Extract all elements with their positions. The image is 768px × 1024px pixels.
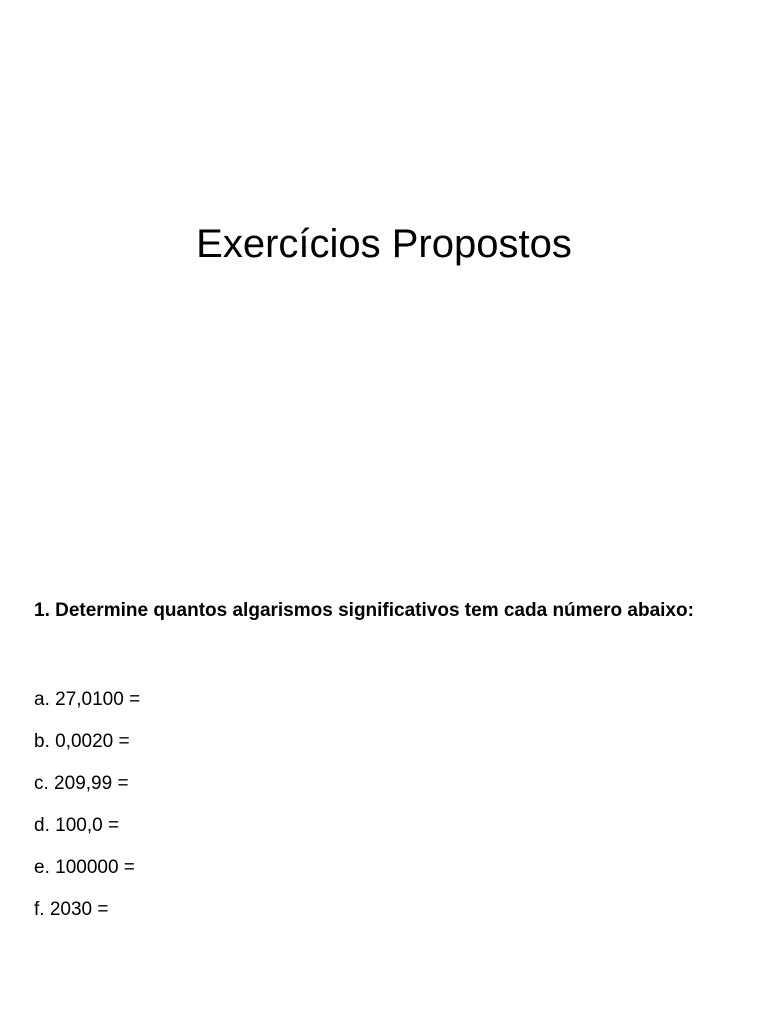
page-title: Exercícios Propostos — [196, 222, 572, 266]
list-item: b. 0,0020 = — [34, 731, 130, 752]
list-item: a. 27,0100 = — [34, 689, 141, 710]
list-item: d. 100,0 = — [34, 815, 120, 836]
list-item: f. 2030 = — [34, 899, 109, 920]
question-text: 1. Determine quantos algarismos significativos tem cada número abaixo: — [34, 600, 694, 621]
list-item: c. 209,99 = — [34, 773, 129, 794]
list-item: e. 100000 = — [34, 857, 135, 878]
answer-list — [34, 687, 140, 939]
